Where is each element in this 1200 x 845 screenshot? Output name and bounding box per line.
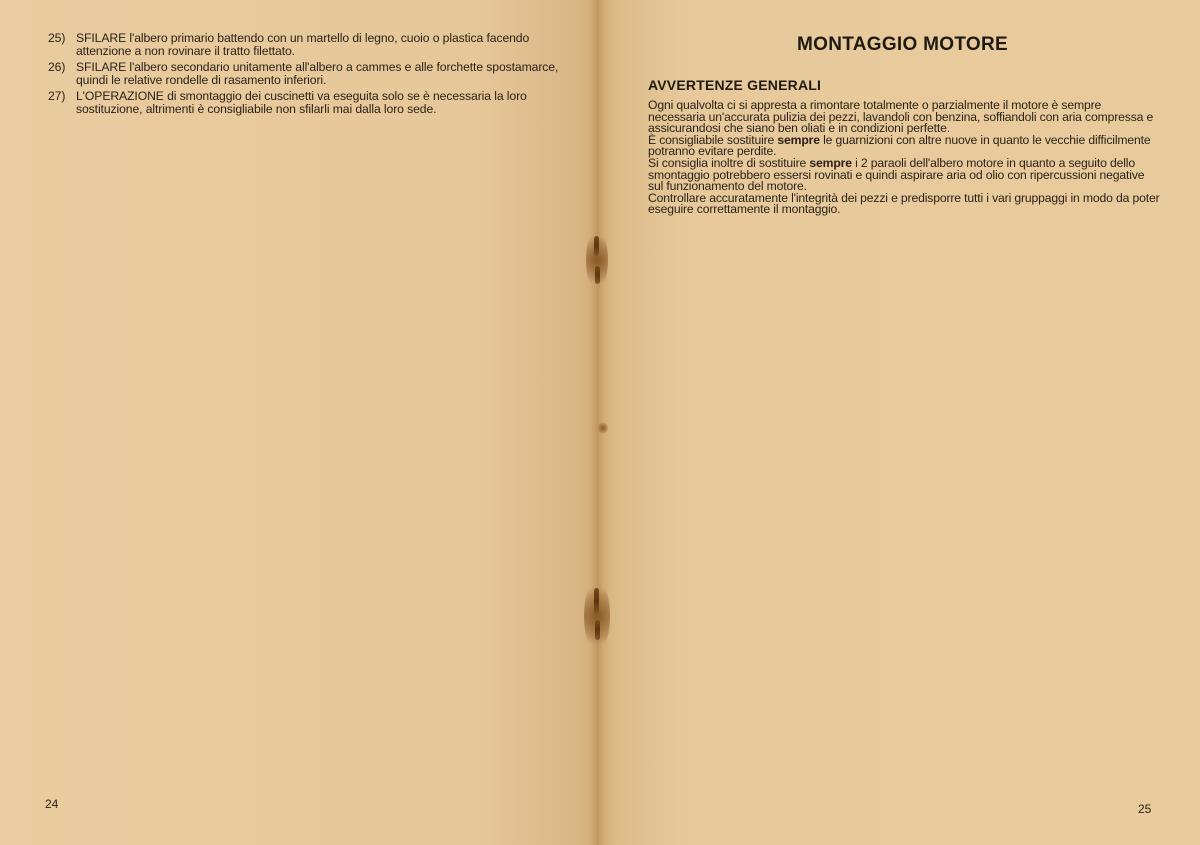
left-page [0, 0, 597, 845]
paragraph-gaskets: È consigliabile sostituire sempre le guarnizioni con altre nuove in quanto le vecchie difficilmente potranno evitare perdite. [648, 132, 1151, 159]
page-number-left: 24 [45, 797, 59, 811]
step-text: L'OPERAZIONE di smontaggio dei cuscinetti va eseguita solo se è necessaria la loro sostituzione, altrimenti è consigliabile non sfilarli mai dalla loro sede. [76, 89, 527, 116]
rust-stain [598, 422, 608, 434]
step-number: 27) [48, 89, 66, 103]
page-number-right: 25 [1138, 802, 1152, 816]
paragraph-oil-seals: Si consiglia inoltre di sostituire sempre i 2 paraoli dell'albero motore in quanto a seguito dello smontaggio potrebbero essersi rovinati e quindi aspirare aria od olio con ripercussioni negative sul funzionamento del motore. [648, 155, 1145, 194]
emphasis: sempre [809, 155, 852, 170]
disassembly-steps-list [48, 32, 564, 119]
step-number: 26) [48, 60, 66, 74]
step-text: SFILARE l'albero secondario unitamente all'albero a cammes e alle forchette spostamarce, quindi le relative rondelle di rasamento inferiori. [76, 60, 559, 87]
step-number: 25) [48, 31, 66, 45]
staple-bottom-lower [595, 620, 600, 640]
staple-top-upper [594, 236, 599, 256]
section-heading: AVVERTENZE GENERALI [648, 77, 822, 93]
general-warnings-text [648, 100, 1160, 216]
page-title: MONTAGGIO MOTORE [797, 34, 1008, 55]
step-text: SFILARE l'albero primario battendo con un martello di legno, cuoio o plastica facendo attenzione a non rovinare il tratto filettato. [76, 31, 530, 58]
emphasis: sempre [777, 132, 820, 147]
paragraph-cleaning: Ogni qualvolta ci si appresta a rimontare totalmente o parzialmente il motore è sempre necessaria un'accurata pulizia dei pezzi, lavandoli con benzina, soffiandoli con aria compressa e assicurandosi che siano ben oliati e in condizioni perfette. [648, 98, 1154, 136]
paragraph-inspection: Controllare accuratamente l'integrità dei pezzi e predisporre tutti i vari gruppaggi in modo da poter eseguire correttamente il montaggio. [648, 190, 1160, 217]
list-item [48, 32, 564, 58]
staple-top-lower [595, 266, 600, 284]
list-item [48, 90, 564, 116]
list-item [48, 61, 564, 87]
staple-bottom-upper [594, 588, 599, 614]
